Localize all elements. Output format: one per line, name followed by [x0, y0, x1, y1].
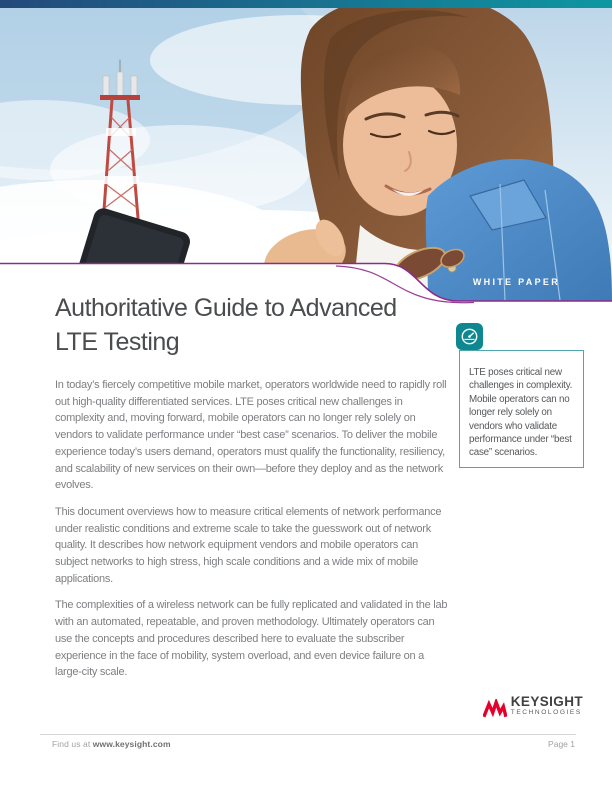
logo-sub-text: TECHNOLOGIES — [510, 709, 582, 716]
document-kind-label: WHITE PAPER — [472, 277, 560, 287]
page-title-line2: LTE Testing — [55, 328, 180, 356]
hero-photo — [0, 0, 612, 310]
logo-brand-text: KEYSIGHT — [510, 694, 583, 709]
paragraph-1: In today’s fiercely competitive mobile market, operators worldwide need to rapidly roll out high-quality differentiated services. LTE poses critical new challenges in complexity and, moving forward, mobile operators can no longer rely solely on vendors to validate performance under “best case” scenarios. To deliver the mobile experience today’s users demand, operators must qualify the functionality, resiliency, and scalability of new services on their own—before they deploy and as the network evolves. — [55, 379, 447, 492]
footer-find-us — [52, 739, 171, 749]
page-number: Page 1 — [548, 739, 575, 749]
hero-photo-illustration — [0, 0, 612, 310]
callout-badge — [456, 323, 483, 350]
keysight-logo — [483, 695, 583, 721]
page-title — [55, 291, 455, 359]
paragraph-2: This document overviews how to measure critical elements of network performance under realistic conditions and extreme scale to take the guesswork out of network quality. It describes how network equipment vendors and mobile operators can subject networks to high stress, high scale conditions and a wide mix of mobile applications. — [55, 505, 442, 585]
top-brand-bar — [0, 0, 612, 8]
gauge-icon — [460, 327, 479, 346]
footer-divider — [40, 734, 576, 735]
page-title-line1: Authoritative Guide to Advanced — [55, 294, 397, 322]
footer-website-link[interactable]: www.keysight.com — [92, 739, 171, 749]
body-copy — [55, 377, 452, 691]
paragraph-3: The complexities of a wireless network can be fully replicated and validated in the lab with an automated, repeatable, and proven methodology. Ultimately operators can use the concepts and procedures described here to evaluate the subscriber experience in the face of mobility, system overload, and even device failure on a large-city scale. — [55, 599, 448, 679]
footer-find-us-prefix: Find us at — [52, 739, 93, 749]
keysight-logo-mark — [483, 699, 507, 721]
callout-quote-text: LTE poses critical new challenges in complexity. Mobile operators can no longer rely solely on vendors who validate performance under “best case” scenarios. — [469, 367, 573, 459]
callout-quote — [459, 350, 584, 468]
